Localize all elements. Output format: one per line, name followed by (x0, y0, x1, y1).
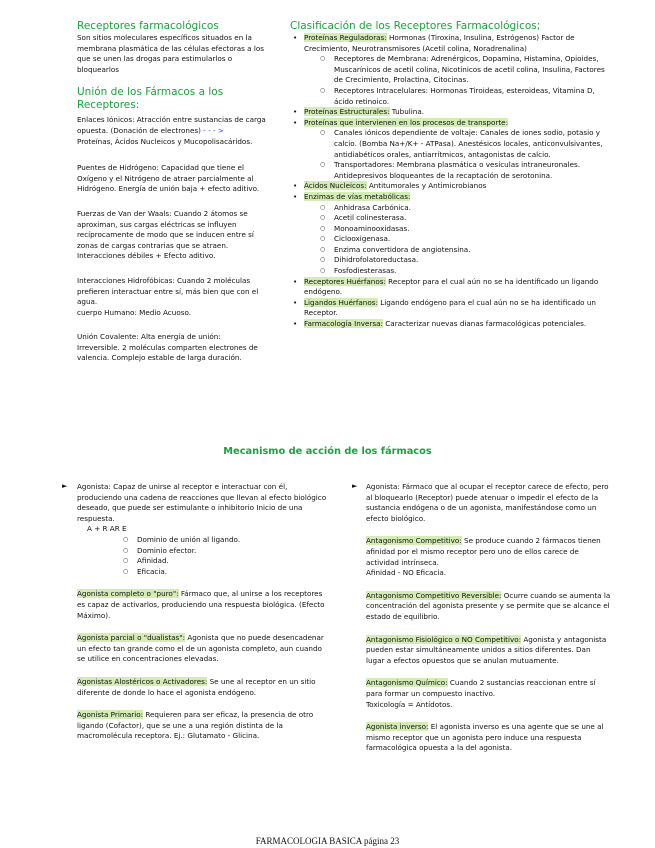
list-item: • Ácidos Nucleicos: Antitumorales y Antimicrobianos (290, 181, 610, 192)
clasificacion-list (290, 33, 610, 330)
list-item: ○ Monoaminooxidasas. (320, 224, 610, 235)
agonista-parcial: Agonista parcial o "dualistas": Agonista que no puede desencadenar un efecto tan grande como el de un agonista completo, aun cuando se utilice en concentraciones elevadas. (77, 633, 324, 664)
list-item: ○ Enzima convertidora de angiotensina. (320, 245, 610, 256)
agonistas-alostericos: Agonistas Alostéricos o Activadores: Se une al receptor en un sitio diferente de donde lo hace el agonista endógeno. (77, 676, 316, 697)
hidrofobicas: Interacciones Hidrofóbicas: Cuando 2 moléculas prefieren interactuar entre sí, más bien que con el agua. (77, 275, 259, 307)
list-item: ○ Anhidrasa Carbónica. (320, 203, 610, 214)
list-item: ○ Transportadores: Membrana plasmática o vesículas intraneuronales. Antidepresivos bloqueantes de la recaptación de serotonina. (320, 160, 610, 181)
list-item: ○ Canales iónicos dependiente de voltaje: Canales de iones sodio, potasio y calcio. (Bomba Na+/K+ - ATPasa). Anestésicos locales, anticonvulsivantes, antidiabéticos orales, antiarrítmicos, antagonistas de calcio. (320, 128, 610, 160)
mecanismo-title: Mecanismo de acción de los fármacos (223, 446, 432, 457)
receptores-title: Receptores farmacológicos (77, 20, 219, 32)
quimico-b: Toxicología = Antídotos. (366, 699, 453, 709)
list-item: ○ Acetil colinesterasa. (320, 213, 610, 224)
van-der-waals: Fuerzas de Van der Waals: Cuando 2 átomos se aproximan, sus cargas eléctricas se influyen recíprocamente de modo que se inducen entre sí zonas de cargas contrarias que se atraen. (77, 208, 254, 250)
agonista-inverso: Agonista inverso: El agonista inverso es una agente que se une al mismo receptor que un agonista pero induce una respuesta farmacológica opuesta a la del agonista. (366, 722, 604, 753)
union-covalente: Unión Covalente: Alta energía de unión: (77, 332, 221, 342)
hidrofobicas-b: cuerpo Humano: Medio Acuoso. (77, 307, 192, 317)
list-item: • Receptores Huérfanos: Receptor para el cual aún no se ha identificado un ligando endógeno. (290, 277, 610, 298)
van-der-waals-b: Interacciones débiles + Efecto aditivo. (77, 251, 216, 261)
union-title: Unión de los Fármacos a los Receptores: (77, 86, 224, 112)
agonista-props (77, 535, 327, 577)
antagonista-def: Agonista: Fármaco que al ocupar el receptor carece de efecto, pero al bloquearlo (Receptor) puede atenuar o impedir el efecto de la sustancia endógena o de un agonista, manifestándose como un efecto biológico. (366, 482, 609, 523)
agonista-def: Agonista: Capaz de unirse al receptor e interactuar con él, produciendo una cadena de reacciones que llevan al efecto biológico deseado, que puede ser estimulante o inhibitorio Inicio de una respuesta. (77, 482, 327, 523)
list-item: ○ Dominio efector. (123, 546, 327, 557)
enlaces-ionicos (77, 115, 269, 136)
list-item: ○ Ciclooxigenasa. (320, 234, 610, 245)
union-covalente-b: Irreversible. 2 moléculas comparten electrones de valencia. Complejo estable de larga duración. (77, 342, 258, 363)
right-column (290, 20, 610, 330)
list-item: ○ Dominio de unión al ligando. (123, 535, 327, 546)
enlaces-text: Enlaces Iónicos: Atracción entre sustancias de carga opuesta. (Donación de electrones) (77, 115, 266, 135)
list-item: • Ligandos Huérfanos: Ligando endógeno para el cual aún no se ha identificado un Receptor. (290, 298, 610, 319)
left-column (77, 20, 269, 364)
competitivo-b: Afinidad - NO Eficacia. (366, 568, 447, 578)
list-item: ○ Afinidad. (123, 556, 327, 567)
list-item: • Enzimas de vías metabólicas: ○ Anhidrasa Carbónica. ○ Acetil colinesterasa. ○ Monoaminooxidasas. ○ Ciclooxigenasa. ○ Enzima convertidora de angiotensina. ○ Dihidrofolatoreductasa. ○ Fosfodiesterasas. (290, 192, 610, 277)
list-item: • Proteínas Estructurales: Tubulina. (290, 107, 610, 118)
list-item: ○ Receptores Intracelulares: Hormonas Tiroideas, esteroideas, Vitamina D, ácido retinoico. (320, 86, 610, 107)
enlaces-ejemplos: Proteínas, Ácidos Nucleicos y Mucopolisacáridos. (77, 136, 253, 146)
list-item: • Farmacología Inversa: Caracterizar nuevas dianas farmacológicas potenciales. (290, 319, 610, 330)
antagonistas-column (366, 482, 611, 754)
puentes-hidrogeno: Puentes de Hidrógeno: Capacidad que tiene el Oxígeno y el Nitrógeno de atraer parcialmente al Hidrógeno. Energía de unión baja + efecto aditivo. (77, 163, 260, 194)
list-item: ○ Eficacia. (123, 567, 327, 578)
arrow-icon: - - - > (203, 125, 224, 135)
list-item: ○ Dihidrofolatoreductasa. (320, 255, 610, 266)
receptores-text: Son sitios moleculares específicos situados en la membrana plasmática de las células efectoras a los que se unen las drogas para estimularlos o bloquearlos (77, 33, 264, 74)
antagonismo-quimico: Antagonismo Químico: Cuando 2 sustancias reaccionan entre sí para formar un compuesto inactivo. (366, 678, 596, 698)
list-item: ○ Fosfodiesterasas. (320, 266, 610, 277)
formula: A + R AR E (87, 524, 127, 534)
arrow-right-icon: ► (352, 482, 358, 490)
agonista-completo: Agonista completo o "puro": Fármaco que, al unirse a los receptores es capaz de activarlos, produciendo una respuesta biológica. (Efecto Máximo). (77, 589, 325, 620)
antagonismo-fisiologico: Antagonismo Fisiológico o NO Competitivo: Agonista y antagonista pueden estar simultáneamente unidos a sitios diferentes. Dan lugar a efectos opuestos que se anulan mutuamente. (366, 634, 607, 665)
clasificacion-title: Clasificación de los Receptores Farmacológicos; (290, 20, 541, 32)
list-item: ○ Receptores de Membrana: Adrenérgicos, Dopamina, Histamina, Opioides, Muscarínicos de acetil colina, Nicotínicos de acetil colina, Insulina, Factores de Crecimiento, Prolactina, Citocinas. (320, 54, 610, 86)
antagonismo-reversible: Antagonismo Competitivo Reversible: Ocurre cuando se aumenta la concentración del agonista presente y se permite que se alcance el estado de equilibrio. (366, 590, 611, 621)
arrow-right-icon: ► (62, 482, 68, 490)
page-footer: FARMACOLOGIA BASICA página 23 (255, 836, 400, 846)
agonista-primario: Agonista Primario: Requieren para ser eficaz, la presencia de otro ligando (Cofactor), que se une a una región distinta de la macromolécula receptora. Ej.: Glutamato - Glicina. (77, 710, 314, 741)
antagonismo-competitivo: Antagonismo Competitivo: Se produce cuando 2 fármacos tienen afinidad por el mismo receptor pero uno de ellos carece de actividad intrínseca. (366, 536, 601, 567)
agonistas-column (77, 482, 327, 742)
list-item: • Proteínas Reguladoras: Hormonas (Tiroxina, Insulina, Estrógenos) Factor de Crecimiento, Neurotransmisores (Acetil colina, Noradrenalina) ○ Receptores de Membrana: Adrenérgicos, Dopamina, Histamina, Opioides, Muscarínicos de acetil colina, Nicotínicos de acetil colina, Insulina, Factores de Crecimiento, Prolactina, Citocinas. ○ Receptores Intracelulares: Hormonas Tiroideas, esteroideas, Vitamina D, ácido retinoico. (290, 33, 610, 107)
list-item: • Proteínas que intervienen en los procesos de transporte: ○ Canales iónicos dependiente de voltaje: Canales de iones sodio, potasio y calcio. (Bomba Na+/K+ - ATPasa). Anestésicos locales, anticonvulsivantes, antidiabéticos orales, antiarrítmicos, antagonistas de calcio. ○ Transportadores: Membrana plasmática o vesículas intraneuronales. Antidepresivos bloqueantes de la recaptación de serotonina. (290, 118, 610, 182)
